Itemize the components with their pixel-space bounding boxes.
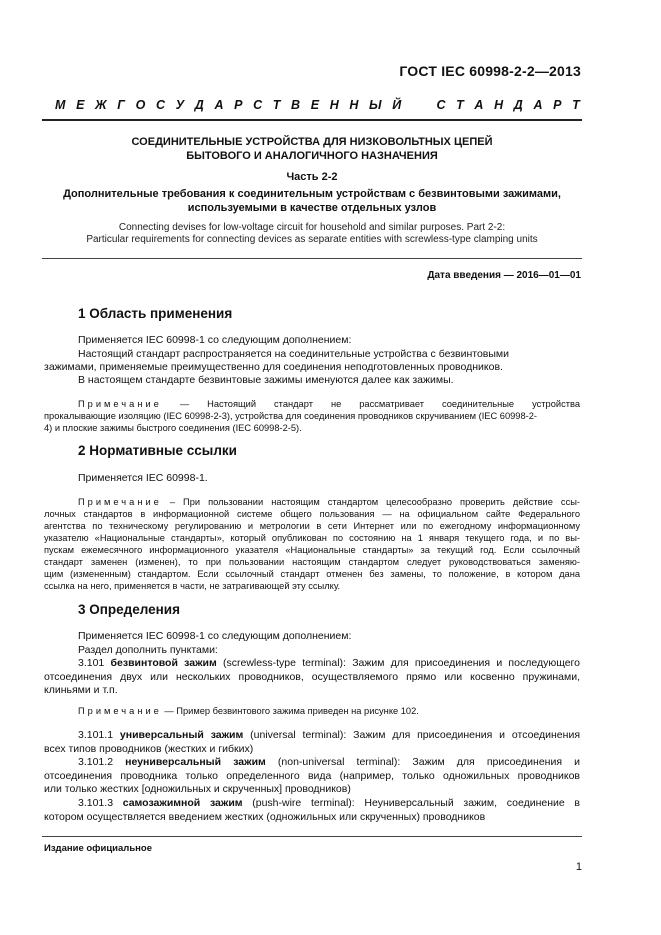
definition-term: неуниверсальный зажим xyxy=(125,756,266,768)
banner-letter: А xyxy=(214,98,224,112)
english-title-line-2: Particular requirements for connecting devices as separate entities with screwless-type clamping units xyxy=(86,234,538,245)
definition-text: (push-wire terminal): Неуниверсальный зажим, соединение в xyxy=(252,797,580,809)
section-2-heading: 2 Нормативные ссылки xyxy=(78,443,237,458)
definition-text: отсоединения двух или нескольких проводников, осуществляемого прямо или косвенно пружинами, xyxy=(44,670,580,683)
banner-letter: С xyxy=(253,98,263,112)
banner-letter: В xyxy=(291,98,301,112)
banner-letter: Н xyxy=(349,98,359,112)
banner-letter: А xyxy=(533,98,543,112)
banner-letter: Р xyxy=(553,98,562,112)
banner-letter: С xyxy=(155,98,166,112)
title-line-1: СОЕДИНИТЕЛЬНЫЕ УСТРОЙСТВА ДЛЯ НИЗКОВОЛЬТНЫХ ЦЕПЕЙ xyxy=(131,136,493,148)
title-rule xyxy=(42,258,582,259)
section-1-text-2 xyxy=(78,374,580,388)
note-text: ссылка на него, применяется в части, не затрагивающей эту ссылку. xyxy=(44,581,341,591)
section-3-heading: 3 Определения xyxy=(78,602,180,617)
english-title-line-1: Connecting devises for low-voltage circuit for household and similar purposes. Part 2-2: xyxy=(118,222,506,233)
banner-letter: Ж xyxy=(95,98,107,112)
banner-letter: М xyxy=(55,98,66,112)
definition-3-101 xyxy=(44,657,580,698)
s1-paragraph: Применяется IEC 60998-1 со следующим дополнением: xyxy=(78,334,352,346)
banner-letter: Д xyxy=(194,98,204,112)
definition-text: клиньями и т.п. xyxy=(44,684,118,696)
note-text: агентства по техническому регулированию и метрологии в сети Интернет или по ежегодному информационному xyxy=(44,521,580,531)
section-2-note xyxy=(44,496,580,592)
banner-letter: С xyxy=(436,98,446,112)
section-1-note xyxy=(44,398,580,434)
definition-3-101-3 xyxy=(44,797,580,824)
note-text: прокалывающие изоляцию (IEC 60998-2-3), устройства для соединения проводников скручиванием (IEC 60998-2- xyxy=(44,411,538,421)
note-label: Примечание xyxy=(78,399,162,409)
banner-letter xyxy=(412,98,426,112)
definition-3-101-1 xyxy=(44,729,580,756)
definition-term: безвинтовой зажим xyxy=(110,657,217,669)
section-2-text xyxy=(78,472,580,486)
effective-date: Дата введения — 2016—01—01 xyxy=(427,270,581,281)
definition-3-101-2 xyxy=(44,756,580,797)
page-number: 1 xyxy=(575,861,582,873)
section-3-note xyxy=(44,705,580,717)
banner-letter: Т xyxy=(456,98,464,112)
s1-paragraph: В настоящем стандарте безвинтовые зажимы именуются далее как зажимы. xyxy=(78,374,454,386)
subtitle-line-1: Дополнительные требования к соединительным устройствам с безвинтовыми зажимами, xyxy=(63,188,561,200)
banner-letter: Й xyxy=(392,98,402,112)
banner-letter: Н xyxy=(329,98,339,112)
banner-letter: Е xyxy=(76,98,85,112)
footer-rule xyxy=(42,836,582,837)
definition-number: 3.101.3 xyxy=(78,797,114,809)
definition-text: (non-universal terminal): Зажим для присоединения и xyxy=(277,756,580,768)
s3-paragraph: Применяется IEC 60998-1 со следующим дополнением: xyxy=(78,630,352,642)
definition-number: 3.101.1 xyxy=(78,729,114,741)
s2-paragraph: Применяется IEC 60998-1. xyxy=(78,472,208,484)
definition-text: отсоединения проводника только определенного вида (например, только одножильных проводников xyxy=(44,769,580,782)
note-text: щим (измененным) стандартом. Если ссылочный стандарт отменен без замены, то положение, в котором дана xyxy=(44,569,580,579)
banner-letter: Т xyxy=(572,98,580,112)
banner-letter: Ы xyxy=(369,98,382,112)
definition-number: 3.101.2 xyxy=(78,756,114,768)
official-edition-label: Издание официальное xyxy=(44,843,152,854)
part-label: Часть 2-2 xyxy=(286,171,338,183)
subtitle-line-2: используемыми в качестве отдельных узлов xyxy=(187,202,437,214)
definition-text: всех типов проводников (жестких и гибких) xyxy=(44,742,254,755)
banner-letter: Г xyxy=(117,98,125,112)
section-1-text-cont xyxy=(44,361,580,375)
section-3-intro xyxy=(78,630,580,657)
note-text: лочных стандартов в информационной системе общего пользования — на официальном сайте Федерального xyxy=(44,509,580,519)
definition-text: (universal terminal): Зажим для присоединения и отсоединения xyxy=(250,729,580,741)
banner-letter: Н xyxy=(494,98,504,112)
banner-letter: А xyxy=(474,98,484,112)
banner-letter: Р xyxy=(234,98,243,112)
s3-paragraph: Раздел дополнить пунктами: xyxy=(78,643,218,656)
title-line-2: БЫТОВОГО И АНАЛОГИЧНОГО НАЗНАЧЕНИЯ xyxy=(186,150,438,162)
note-label: Примечание xyxy=(78,706,162,716)
interstate-standard-banner xyxy=(55,98,580,112)
note-text: пускам ежемесячного информационного указателя «Национальные стандарты» за текущий год. Если ссылочный xyxy=(44,545,580,555)
note-text: стандарт заменен (изменен), то при пользовании настоящим стандартом следует руководствоваться заменяю- xyxy=(44,557,580,567)
s1-paragraph: зажимами, применяемые преимущественно для соединения неподготовленных проводников. xyxy=(44,361,503,373)
definition-text: или только жестких [одножильных и скрученных] проводников) xyxy=(44,783,351,795)
note-text: — Пример безвинтового зажима приведен на рисунке 102. xyxy=(164,706,419,716)
definition-number: 3.101 xyxy=(78,657,105,669)
definition-text: (screwless-type terminal): Зажим для присоединения и последующего xyxy=(223,657,580,669)
definition-term: универсальный зажим xyxy=(119,729,244,741)
banner-letter: О xyxy=(135,98,146,112)
definition-term: самозажимной зажим xyxy=(122,797,243,809)
note-text: – При пользовании настоящим стандартом целесообразно проверить действие ссы- xyxy=(169,497,580,507)
section-1-heading: 1 Область применения xyxy=(78,306,233,321)
banner-letter: Е xyxy=(310,98,320,112)
note-text: 4) и плоские зажимы быстрого соединения (IEC 60998-2-5). xyxy=(44,423,302,433)
section-1-text xyxy=(78,334,580,361)
definition-text: котором осуществляется введением жестких (одножильных или скрученных) проводников xyxy=(44,810,486,823)
note-text: указателю «Национальные стандарты», который опубликован по состоянию на 1 января текущего года, и по вы- xyxy=(44,533,580,543)
banner-letter: Д xyxy=(513,98,523,112)
header-rule xyxy=(42,119,582,121)
banner-letter: Т xyxy=(272,98,281,112)
s1-paragraph: Настоящий стандарт распространяется на соединительные устройства с безвинтовыми xyxy=(78,347,509,360)
note-text: — Настоящий стандарт не рассматривает соединительные устройства xyxy=(179,399,580,409)
banner-letter: У xyxy=(175,98,185,112)
standard-number: ГОСТ IEC 60998-2-2—2013 xyxy=(399,63,581,79)
note-label: Примечание xyxy=(78,497,162,507)
